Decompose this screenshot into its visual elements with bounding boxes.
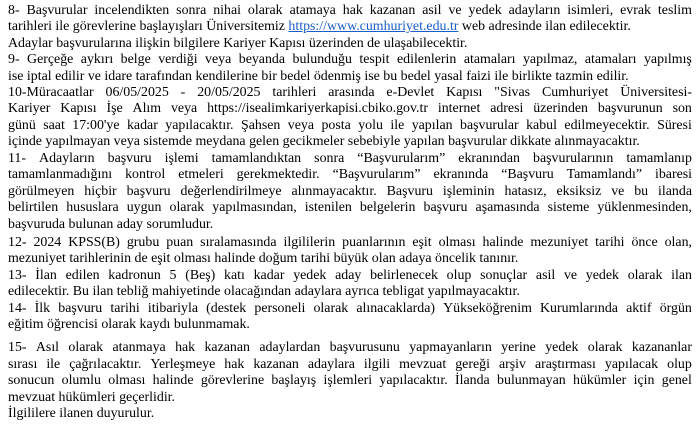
word: sonra [176,3,207,18]
word: yapmayanların [409,340,492,355]
word: yapılmasından, [212,200,297,215]
word: ilan [671,268,692,283]
word: adayların [508,3,561,18]
word: kadronun [108,268,161,283]
word: Kariyer [8,101,51,116]
word: başvuru [423,200,468,215]
word: Alım [132,101,162,116]
word: evrak [620,3,651,18]
item-10-line-3 [8,118,692,134]
word: aşamasında [475,200,540,215]
item-10-line-4: içinde yapılmayan veya sistemde meydana gelen gecikmeler sebebiyle yapılan başvurular dikkate alınmayacaktır. [8,134,640,149]
word: araştırması [534,357,596,372]
item-15-line-3 [8,373,692,389]
word: “Başvurularım” [332,167,421,182]
word: bulunmayan [497,373,566,388]
word: incelendikten [94,3,170,18]
item-8-text-after-link: web adresinde ilan edilecektir. [458,19,631,34]
item-11-line-3 [8,184,692,200]
word: e-Devlet [386,85,435,100]
word: Başvurular [26,3,88,18]
word: Cumhuriyet [541,85,609,100]
word: hak [224,357,245,372]
item-10-line-2 [8,101,692,117]
word: yapılmaz, [522,52,578,67]
word: görevlerine [200,373,265,388]
word: gerekmektedir. [236,167,320,182]
word: 10-Müracaatlar [8,85,94,100]
word: Kurumlarında [540,301,618,316]
word: görülmeyen [8,184,75,199]
item-11-line-5: başvuruda bulunan aday sorumludur. [8,217,214,232]
item-8-line-1 [8,3,692,19]
word: edilen [65,268,100,283]
item-12-line-2: mezuniyet tarihlerinin de eşit olması halinde doğum tarihi büyük olan adaya öncelik tanınır. [8,251,519,266]
word: olarak [169,200,205,215]
word: İlanda [455,373,490,388]
word: 15- [8,340,27,355]
word: bu [634,184,649,199]
word: uygun [126,200,162,215]
word: İşe [106,101,123,116]
word: başvurunun [597,101,663,116]
word: ekranından [458,151,520,166]
word: kazanan [369,3,416,18]
word: başvuru [107,151,152,166]
item-11-line-1 [8,151,692,167]
word: puan [166,235,194,250]
word: teslim [657,3,692,18]
word: tamamlandıktan [211,151,302,166]
word: “Başvurularım” [357,151,446,166]
word: asil [535,268,556,283]
word: tamamlanıp [626,151,692,166]
item-8-text-before-link: tarihleri ile görevlerine başlayışları Üniversitemiz [8,19,289,34]
word: yapılacaktır. [379,373,448,388]
word: yolu [358,118,383,133]
word: Şahsen [240,118,281,133]
word: arasında [328,85,375,100]
word: sırası [8,357,38,372]
word: adaylardan [259,340,321,355]
word: halinde [152,373,194,388]
word: Yükseköğrenim [443,301,532,316]
word: ve [611,184,625,199]
word: Başvuru [386,184,433,199]
word: tespit [359,52,390,67]
word: ilgili [363,357,391,372]
word: yapılan [411,118,453,133]
word: başvurularının [533,151,614,166]
word: İlan [35,268,57,283]
word: veya [287,118,315,133]
word: adresi [490,101,524,116]
closing-statement: İlgililere ilanen duyurulur. [8,406,155,421]
word: 06/05/2025 [105,85,169,100]
word: - [180,85,186,100]
word: bulunduğu [292,52,352,67]
word: aday [335,268,362,283]
word: olarak [587,340,623,355]
word: olan, [664,235,692,250]
word: hak [342,3,363,18]
word: belirtilen [8,200,59,215]
word: itibariyla [147,301,198,316]
word: 5 [169,268,177,283]
word: yüklenmesinden, [597,200,692,215]
word: Kapısı [60,101,97,116]
word: atamaya [289,3,336,18]
university-website-link[interactable]: https://www.cumhuriyet.edu.tr [288,19,459,34]
word: veya [205,52,232,67]
word: edilmeyecektir. [564,118,650,133]
item-9-line-2: ise iptal edilir ve idare tarafından kendilerine bir bedel ödenmiş ise bu bedel yasal faizi ile birlikte tazmin edilir. [8,69,629,84]
word: günü [8,118,36,133]
word: örgün [659,301,692,316]
word: belirlenecek [370,268,438,283]
word: sonucun [8,373,55,388]
word: yedek [468,3,502,18]
word: başvurular [460,118,519,133]
word: hatasız, [504,184,547,199]
word: başvuru [58,301,103,316]
word: etmeleri [178,167,224,182]
word: Tamamlandı” [566,167,643,182]
word: Süresi [657,118,692,133]
word: personeli [254,301,306,316]
word: halinde [482,235,524,250]
word: 17:00'ye [72,118,120,133]
word: olması [438,235,476,250]
word: 20/05/2025 [197,85,261,100]
item-13-line-2: edilecektir. Bu ilan tebliğ mahiyetinde olacağından adaylara ayrıca tebligat yapılmayacaktır. [8,284,520,299]
word: Asıl [35,340,60,355]
word: belgelerin [359,200,416,215]
word: edilenlerin [396,52,457,67]
word: atamaları [463,52,516,67]
word: sonra [314,151,345,166]
word: işlemleri [323,373,373,388]
word: Yerleşmeye [150,357,216,372]
word: ile [390,118,405,133]
word: kabul [526,118,557,133]
word: internet [437,101,481,116]
word: aykırı [80,52,114,67]
word: mevzuat [399,357,447,372]
word: saat [43,118,65,133]
word: yapılacak [604,357,659,372]
word: önce [631,235,658,250]
word: Kapısı [446,85,483,100]
word: Adayların [39,151,95,166]
word: ilanda [658,184,692,199]
word: olumlu [61,373,101,388]
word: yedek [545,340,579,355]
word: başvuru [126,184,171,199]
word: 14- [8,301,27,316]
word: tarihleri [272,85,317,100]
item-10-line-1 [8,85,692,101]
item-13-line-1 [8,268,692,284]
word: olup [667,357,692,372]
word: tarihi [110,301,140,316]
item-9-line-1 [8,52,692,68]
word: kazanan [253,357,299,372]
word: 13- [8,268,27,283]
word: gereği [455,357,490,372]
item-11-line-4 [8,200,692,216]
word: başlayış [271,373,317,388]
word: grubu [126,235,160,250]
word: olup [446,268,472,283]
word: “Başvuru [501,167,554,182]
word: nihai [213,3,241,18]
item-8-line-3: Adaylar başvurularına ilişkin bilgilere Kariyer Kapısı üzerinden de ulaşabilecektir. [8,36,468,51]
word: yerine [501,340,536,355]
word: olması [108,373,146,388]
word: posta [321,118,351,133]
word: işlemi [164,151,199,166]
word: değerlendirilmeye [180,184,282,199]
word: kazanan [204,340,250,355]
word: yedek [293,268,327,283]
word: 8- [8,3,20,18]
word: kadar [126,118,158,133]
word: yapılmış [643,52,692,67]
word: Üniversitesi- [620,85,692,100]
word: (Beş) [185,268,216,283]
item-8-line-2 [8,19,631,35]
word: hükümler [573,373,627,388]
word: hususlara [66,200,119,215]
word: veya [170,101,198,116]
word: asil [422,3,442,18]
word: işleminin [442,184,495,199]
word: aktif [626,301,652,316]
word: belge [120,52,151,67]
word: olarak [68,340,104,355]
word: sonuçlar [480,268,528,283]
word: (destek [206,301,247,316]
word: sisteme [547,200,590,215]
word: tarihi [595,235,625,250]
item-14-line-2: eğitim öğrencisi olarak kaydı bulunmamak. [8,317,250,332]
item-12-line-1 [8,235,692,251]
word: "Sivas [494,85,531,100]
word: olarak [313,301,349,316]
word: arşiv [498,357,526,372]
word: 9- [8,52,20,67]
word: KPSS(B) [68,235,120,250]
word: hak [175,340,196,355]
word: alınacaklarda) [356,301,435,316]
word: için [633,373,655,388]
word: ibaresi [654,167,692,182]
word: adaylara [307,357,355,372]
word: kadar [253,268,285,283]
word: ve [448,3,462,18]
word: 11- [8,151,27,166]
word: ile [46,357,61,372]
word: 12- [8,235,27,250]
word: https://isealimkariyerkapisi.cbiko.gov.tr [207,101,428,116]
word: kontrol [125,167,166,182]
word: sıralamasında [200,235,277,250]
word: tamamlanmadığını [8,167,113,182]
word: ilgililerin [283,235,336,250]
word: olarak [247,3,283,18]
word: beyanda [238,52,286,67]
word: 2024 [33,235,62,250]
word: yedek [585,268,619,283]
word: yapılacaktır. [165,118,234,133]
item-15-line-4: mevzuat hükümleri geçerlidir. [8,390,176,405]
word: puanlarının [342,235,406,250]
word: genel [661,373,692,388]
item-15-line-2 [8,357,692,373]
word: katı [224,268,245,283]
word: eksiksiz [556,184,602,199]
word: başvurusunu [329,340,400,355]
item-14-line-1 [8,301,692,317]
word: son [672,101,692,116]
item-15-line-1 [8,340,692,356]
word: olarak [627,268,663,283]
word: isimleri, [567,3,614,18]
word: verdiği [158,52,198,67]
word: üzerinden [533,101,588,116]
word: eşit [412,235,432,250]
word: atanmaya [112,340,166,355]
word: ve [563,268,578,283]
item-11-line-2 [8,167,692,183]
word: alınmayacaktır. [291,184,377,199]
word: kazananlar [631,340,692,355]
word: çağrılacaktır. [69,357,142,372]
word: istenilen [304,200,352,215]
word: ekranında [433,167,489,182]
word: mezuniyet [530,235,589,250]
word: Gerçeğe [27,52,74,67]
word: atamaları [584,52,637,67]
word: İlk [34,301,51,316]
word: hiçbir [84,184,117,199]
